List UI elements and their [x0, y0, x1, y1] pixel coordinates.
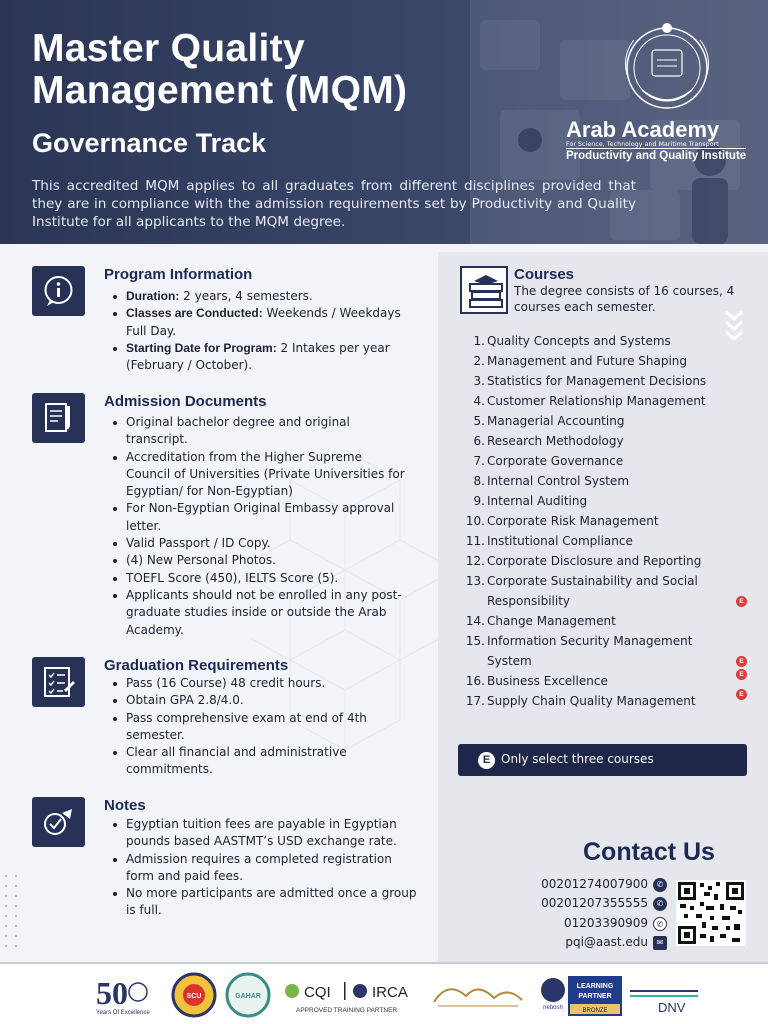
documents-section-icon: [32, 393, 85, 443]
course-item: 1. Quality Concepts and Systems: [473, 334, 671, 348]
elective-badge: E: [736, 669, 747, 680]
list-item: Applicants should not be enrolled in any post-graduate studies inside or outside the Arab Academy.: [112, 587, 408, 639]
egypt-excellence-award-logo: [428, 976, 528, 1014]
course-item: 14. Change Management: [465, 614, 616, 628]
list-item: Obtain GPA 2.8/4.0.: [112, 692, 397, 709]
graduation-list: [112, 675, 397, 779]
svg-text:APPROVED TRAINING PARTNER: APPROVED TRAINING PARTNER: [296, 1007, 398, 1014]
list-item: Classes are Conducted: Weekends / Weekdays Full Day.: [112, 305, 402, 340]
phone-1[interactable]: 00201274007900: [541, 877, 648, 891]
info-section-icon: [32, 266, 85, 316]
list-item: TOEFL Score (450), IELTS Score (5).: [112, 570, 408, 587]
course-item: 6. Research Methodology: [473, 434, 624, 448]
list-item: Duration: 2 years, 4 semesters.: [112, 288, 402, 305]
phone-2[interactable]: 00201207355555: [541, 896, 648, 910]
notes-section-icon: [32, 797, 85, 847]
svg-text:SCU: SCU: [186, 993, 202, 1000]
course-item: 10. Corporate Risk Management: [465, 514, 659, 528]
graduation-section-icon: [32, 657, 85, 707]
course-item: 17. Supply Chain Quality Management E: [462, 691, 752, 711]
list-item: Egyptian tuition fees are payable in Egyptian pounds based AASTMT’s USD exchange rate.: [112, 816, 422, 851]
course-item: 9. Internal Auditing: [473, 494, 588, 508]
gahar-seal-icon: [224, 972, 272, 1018]
courses-list: [462, 331, 752, 711]
notes-list: [112, 816, 422, 920]
contact-title: Contact Us: [583, 838, 715, 866]
decorative-dots: [2, 872, 22, 950]
svg-text:IRCA: IRCA: [372, 984, 408, 1001]
graduation-title: Graduation Requirements: [104, 657, 289, 674]
program-info-title: Program Information: [104, 266, 253, 283]
elective-badge: E: [736, 689, 747, 700]
svg-text:LEARNING: LEARNING: [576, 983, 614, 990]
nebosh-logo: [538, 976, 568, 1012]
dnv-logo: [630, 986, 700, 1014]
svg-text:BRONZE: BRONZE: [582, 1008, 608, 1014]
course-item: 16. Business Excellence E: [462, 671, 752, 691]
elective-badge: E: [736, 656, 747, 667]
list-item: Admission requires a completed registration form and paid fees.: [112, 851, 422, 886]
svg-text:Years Of Excellence: Years Of Excellence: [96, 1010, 150, 1016]
list-item: For Non-Egyptian Original Embassy approval letter.: [112, 500, 408, 535]
course-item: 8. Internal Control System: [473, 474, 630, 488]
svg-text:PARTNER: PARTNER: [578, 993, 612, 1000]
list-item: Valid Passport / ID Copy.: [112, 535, 408, 552]
institution-subtitle: For Science, Technology and Maritime Transport: [566, 141, 719, 148]
cqi-irca-logo: [282, 978, 422, 1018]
list-item: Starting Date for Program: 2 Intakes per year (February / October).: [112, 340, 402, 375]
whatsapp-number[interactable]: 01203390909: [564, 916, 648, 930]
course-item: 12. Corporate Disclosure and Reporting: [465, 554, 702, 568]
elective-badge: E: [478, 752, 495, 769]
email-link[interactable]: pqi@aast.edu: [565, 935, 648, 949]
phone-icon: ✆: [653, 897, 667, 911]
notes-title: Notes: [104, 797, 146, 814]
courses-description: The degree consists of 16 courses, 4 courses each semester.: [514, 284, 735, 314]
partner-logos-footer: [0, 962, 768, 1024]
intro-paragraph: This accredited MQM applies to all graduates from different disciplines provided that they are in compliance with the admission requirements set by Productivity and Quality Institute for all applicants to the MQM degree.: [32, 178, 636, 230]
institute-name: Productivity and Quality Institute: [566, 150, 747, 162]
books-icon: [466, 272, 506, 312]
course-item: 13. Corporate Sustainability and Social Responsibility E: [462, 571, 724, 611]
svg-text:CQI: CQI: [304, 984, 331, 1001]
svg-text:GAHAR: GAHAR: [235, 993, 261, 1000]
svg-text:50: 50: [96, 975, 128, 1011]
svg-text:DNV: DNV: [658, 1000, 686, 1014]
list-item: Original bachelor degree and original transcript.: [112, 414, 408, 449]
whatsapp-icon: ✆: [653, 917, 667, 931]
list-item: Clear all financial and administrative commitments.: [112, 744, 397, 779]
info-icon: [40, 273, 77, 309]
50-years-logo: [94, 972, 164, 1016]
elective-note-text: Only select three courses: [501, 752, 654, 766]
list-item: Pass (16 Course) 48 credit hours.: [112, 675, 397, 692]
divider: [566, 148, 746, 149]
course-item: 7. Corporate Governance: [473, 454, 624, 468]
course-item: 3. Statistics for Management Decisions: [473, 374, 707, 388]
list-item: No more participants are admitted once a group is full.: [112, 885, 422, 920]
admission-title: Admission Documents: [104, 393, 267, 410]
elective-note-box: [458, 744, 747, 776]
notes-icon: [40, 804, 77, 840]
course-item: 5. Managerial Accounting: [473, 414, 625, 428]
courses-section-icon: [460, 266, 508, 314]
course-item: 11. Institutional Compliance: [465, 534, 633, 548]
qr-code[interactable]: [676, 880, 746, 946]
admission-list: [112, 414, 408, 639]
learning-partner-badge: [568, 976, 622, 1016]
page-subtitle: Governance Track: [32, 128, 267, 158]
institution-name: Arab Academy: [566, 117, 720, 142]
scu-seal-icon: [170, 972, 218, 1018]
elective-badge: E: [736, 596, 747, 607]
document-icon: [40, 400, 77, 436]
svg-text:nebosh: nebosh: [543, 1005, 563, 1011]
header-banner: [0, 0, 768, 244]
list-item: Pass comprehensive exam at end of 4th semester.: [112, 710, 397, 745]
courses-title: Courses: [514, 266, 575, 283]
program-info-list: [112, 288, 402, 374]
course-item: 2. Management and Future Shaping: [473, 354, 688, 368]
course-item: 15. Information Security Management System E: [462, 631, 724, 671]
course-item: 4. Customer Relationship Management: [473, 394, 706, 408]
phone-icon: ✆: [653, 878, 667, 892]
list-item: (4) New Personal Photos.: [112, 552, 408, 569]
academy-emblem-icon: [612, 20, 722, 120]
email-icon: ✉: [653, 936, 667, 950]
page-title: Master Quality Management (MQM): [32, 27, 408, 112]
checklist-icon: [40, 664, 77, 700]
list-item: Accreditation from the Higher Supreme Council of Universities (Private Universities for Egyptian/ for Non-Egyptian): [112, 449, 408, 501]
